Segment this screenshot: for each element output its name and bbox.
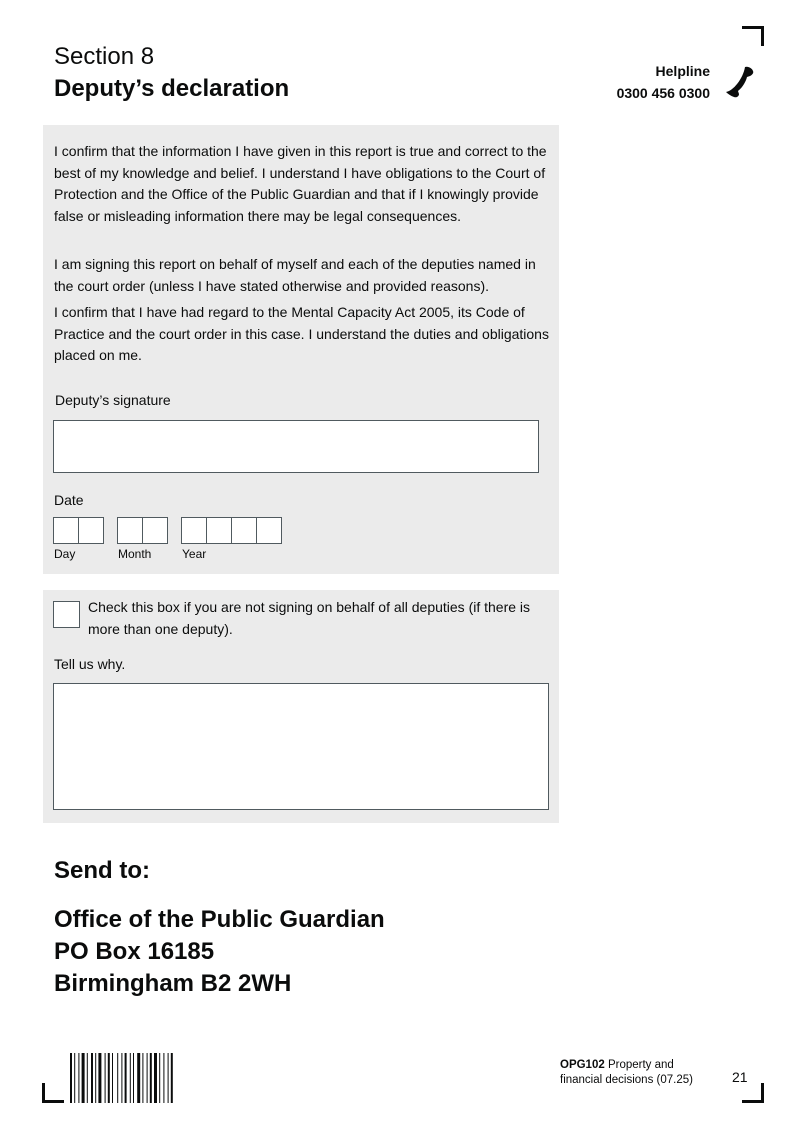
- barcode-bar: [168, 1053, 169, 1103]
- signature-field[interactable]: [53, 420, 539, 473]
- barcode-bar: [163, 1053, 164, 1103]
- barcode-bar: [112, 1053, 113, 1103]
- date-digit-box[interactable]: [117, 517, 143, 544]
- helpline-number: 0300 456 0300: [616, 85, 710, 101]
- form-reference: [560, 1058, 710, 1088]
- barcode-bar: [98, 1053, 101, 1103]
- day-label: Day: [54, 547, 76, 561]
- barcode-bar: [82, 1053, 85, 1103]
- barcode-icon: [70, 1053, 200, 1103]
- corner-mark-icon: [742, 26, 764, 46]
- checkbox-label: Check this box if you are not signing on behalf of all deputies (if there is more than one deputy).: [88, 599, 531, 637]
- barcode-bar: [171, 1053, 173, 1103]
- barcode-bar: [95, 1053, 96, 1103]
- barcode-bar: [142, 1053, 143, 1103]
- date-digit-box[interactable]: [78, 517, 104, 544]
- barcode-bar: [159, 1053, 160, 1103]
- month-label: Month: [118, 547, 152, 561]
- corner-mark-icon: [742, 1083, 764, 1103]
- page-number: 21: [732, 1069, 748, 1085]
- date-digit-box[interactable]: [231, 517, 257, 544]
- date-digit-box[interactable]: [53, 517, 79, 544]
- form-code: OPG102: [560, 1059, 605, 1071]
- date-digit-box[interactable]: [181, 517, 207, 544]
- barcode-bar: [87, 1053, 88, 1103]
- date-digit-box[interactable]: [206, 517, 232, 544]
- date-year-field[interactable]: [181, 517, 281, 543]
- barcode-bar: [133, 1053, 134, 1103]
- barcode-bar: [70, 1053, 72, 1103]
- barcode-bar: [150, 1053, 152, 1103]
- date-month-field[interactable]: [117, 517, 167, 543]
- barcode-bar: [130, 1053, 131, 1103]
- form-name: Property and financial decisions: [560, 1059, 674, 1086]
- address-line: Office of the Public Guardian: [54, 906, 385, 933]
- date-digit-box[interactable]: [142, 517, 168, 544]
- date-label: Date: [54, 492, 84, 508]
- barcode-bar: [154, 1053, 157, 1103]
- tell-us-why-label: Tell us why.: [54, 656, 126, 672]
- helpline-label: Helpline: [655, 63, 710, 79]
- signature-label: Deputy’s signature: [55, 392, 171, 408]
- barcode-bar: [147, 1053, 148, 1103]
- year-label: Year: [182, 547, 207, 561]
- form-version: (07.25): [656, 1074, 693, 1086]
- not-all-deputies-checkbox[interactable]: [53, 601, 80, 628]
- barcode-bar: [137, 1053, 140, 1103]
- declaration-paragraph: I confirm that I have had regard to the Mental Capacity Act 2005, its Code of Practice and the court order in this case. I understand the duties and obligations placed on me.: [54, 304, 549, 363]
- date-day-field[interactable]: [53, 517, 103, 543]
- send-to-heading: Send to:: [54, 857, 150, 884]
- barcode-bar: [108, 1053, 110, 1103]
- phone-icon: [721, 64, 757, 100]
- declaration-paragraph: I am signing this report on behalf of myself and each of the deputies named in the court order (unless I have stated otherwise and provided reasons).: [54, 256, 536, 294]
- address-line: Birmingham B2 2WH: [54, 970, 292, 997]
- address-line: PO Box 16185: [54, 938, 215, 965]
- barcode-bar: [125, 1053, 127, 1103]
- declaration-paragraph: I confirm that the information I have given in this report is true and correct to the best of my knowledge and belief. I understand I have obligations to the Court of Protection and the Office of the Public Guardian and that if I knowingly provide false or misleading information there may be legal consequences.: [54, 143, 547, 224]
- barcode-bar: [117, 1053, 118, 1103]
- page-title: Deputy’s declaration: [54, 75, 290, 102]
- barcode-bar: [105, 1053, 106, 1103]
- barcode-bar: [74, 1053, 75, 1103]
- corner-mark-icon: [42, 1083, 64, 1103]
- barcode-bar: [91, 1053, 93, 1103]
- date-digit-box[interactable]: [256, 517, 282, 544]
- barcode-bar: [78, 1053, 79, 1103]
- barcode-bar: [121, 1053, 122, 1103]
- section-label: Section 8: [54, 43, 155, 70]
- reason-field[interactable]: [53, 683, 549, 810]
